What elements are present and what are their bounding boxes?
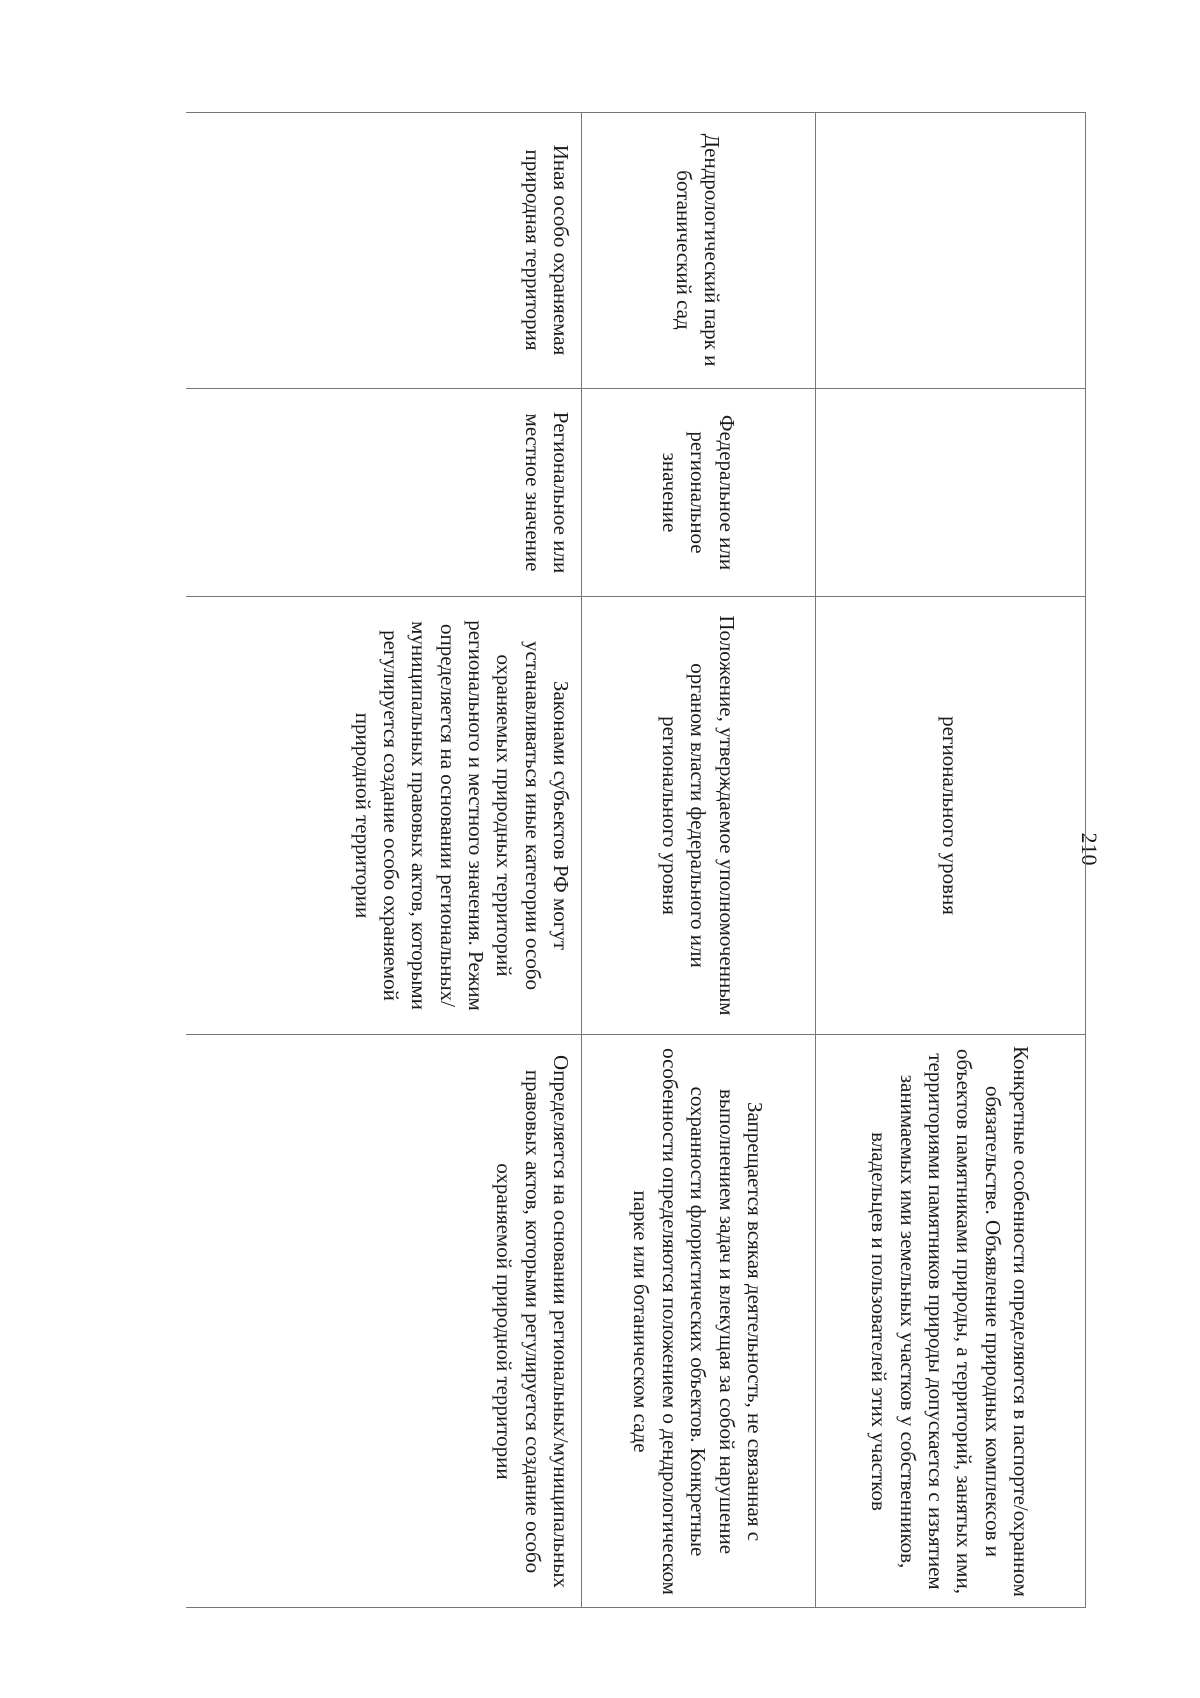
- significance-cell: Региональное или местное значение: [186, 388, 581, 596]
- territory-type-cell: Иная особо охраняемая природная территория: [520, 144, 573, 356]
- protected-territories-table: [186, 112, 1086, 1608]
- regime-cell: Запрещается всякая деятельность, не связанная с выполнением задач и влекущая за собой нарушение сохранности флористических объектов. Конкретные особенности определяются положением о дендрологическом парке или ботаническом саде: [581, 1034, 815, 1608]
- regime-cell: Конкретные особенности определяются в паспорте/охранном обязательстве. Объявление природных комплексов и объектов памятниками природы, а территорий, занятых ими, территориями памятников природы допускается с изъятием занимаемых ими земельных участков у собственников, владельцев и пользователей этих участков: [815, 1034, 1085, 1608]
- significance-cell: Федеральное или региональное значение: [581, 388, 815, 596]
- regime-cell: Определяется на основании региональных/муниципальных правовых актов, которыми регулируется создание особо охраняемой природной территории: [186, 1034, 581, 1608]
- territory-type-cell: [815, 112, 1085, 388]
- table-row: [186, 112, 582, 1608]
- table-sheet: [186, 112, 1086, 1608]
- regulation-cell: Законами субъектов РФ могут устанавливаться иные категории особо охраняемых природных территорий регионального и местного значения. Режим определяется на основании региональных/муниципальных правовых актов, которыми регулируется создание особо охраняемой природной территории: [186, 596, 581, 1034]
- regulation-cell: регионального уровня: [815, 596, 1085, 1034]
- significance-cell: [815, 388, 1085, 596]
- page-number: 210: [1077, 832, 1102, 866]
- territory-type-cell: Дендрологический парк и ботанический сад: [672, 133, 725, 367]
- table-row: [581, 112, 816, 1608]
- table-row: [815, 112, 1086, 1608]
- regulation-cell: Положение, утверждаемое уполномоченным органом власти федерального или регионального уровня: [581, 596, 815, 1034]
